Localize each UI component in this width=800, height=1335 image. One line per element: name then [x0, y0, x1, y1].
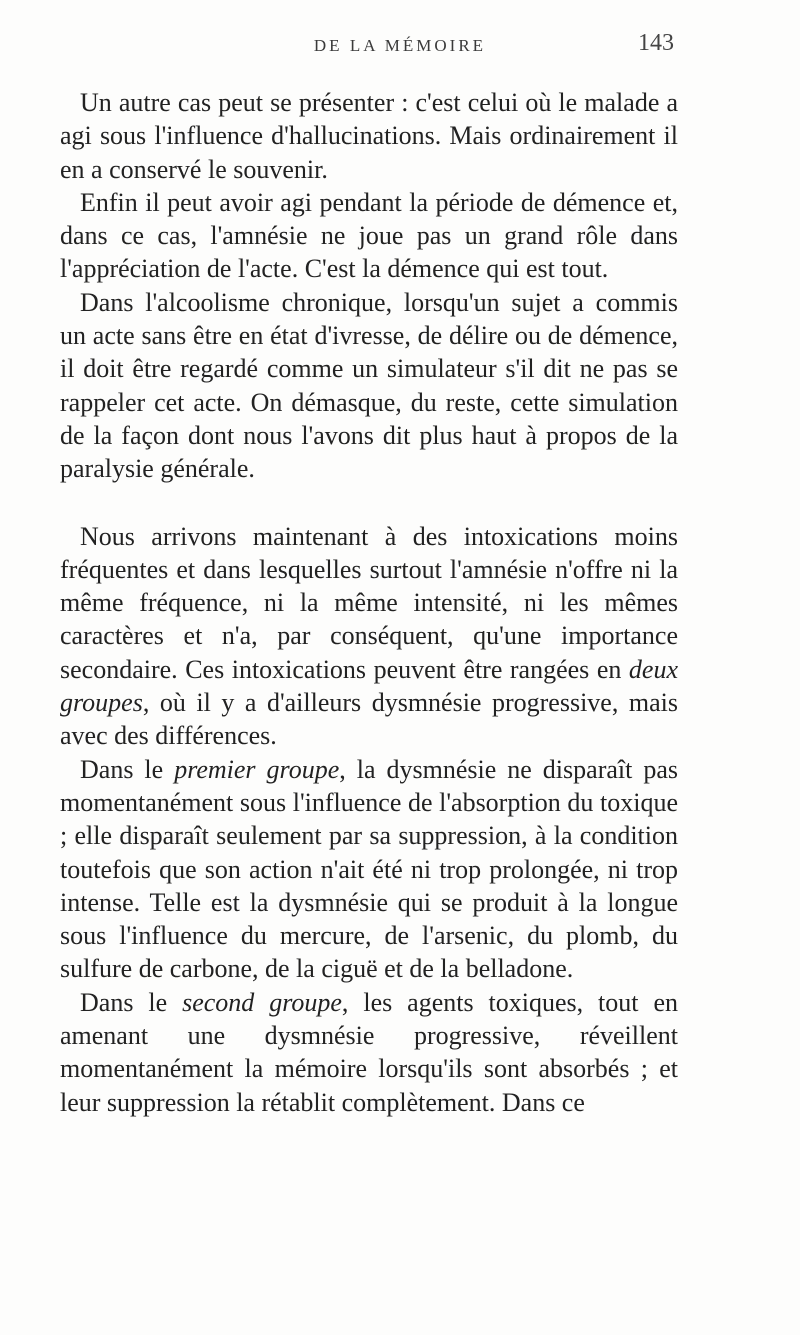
emphasis-premier-groupe: premier groupe	[174, 754, 340, 784]
paragraph-first-group-text: , la dysmnésie ne disparaît pas momentanément sous l'influence de l'absorption du toxique ; elle disparaît seulement par sa suppression, à la condition toutefois que son action n'ait été ni trop prolongée, ni trop intense. Telle est la dysmnésie qui se produit à la longue sous l'influence du mercure, de l'arsenic, du plomb, du sulfure de carbone, de la ciguë et de la belladone.	[60, 754, 678, 984]
paragraph-intoxications-text-end: , où il y a d'ailleurs dysmnésie progressive, mais avec des différences.	[60, 688, 678, 751]
running-title: DE LA MÉMOIRE	[313, 36, 487, 55]
paragraph-dementia: Enfin il peut avoir agi pendant la période de démence et, dans ce cas, l'amnésie ne joue pas un grand rôle dans l'appréciation de l'acte. C'est la démence qui est tout.	[60, 187, 678, 284]
paragraph-first-group	[60, 753, 678, 986]
emphasis-second-groupe: second groupe	[182, 987, 342, 1017]
emphasis-deux-groupes: deux groupes	[60, 654, 678, 718]
paragraph-intoxications-text: Nous arrivons maintenant à des intoxications moins fréquentes et dans lesquelles surtout l'amnésie n'offre ni la même fréquence, ni la même intensité, ni les mêmes caractères et n'a, par conséquent, qu'une importance secondaire. Ces intoxications peuvent être rangées en	[60, 521, 678, 684]
running-head	[0, 30, 800, 62]
page-number: 143	[638, 30, 674, 56]
paragraph-second-group-lead: Dans le	[80, 987, 183, 1017]
paragraph-chronic-alcoholism: Dans l'alcoolisme chronique, lorsqu'un sujet a commis un acte sans être en état d'ivresse, de délire ou de démence, il doit être regardé comme un simulateur s'il dit ne pas se rappeler cet acte. On démasque, du reste, cette simulation de la façon dont nous l'avons dit plus haut à propos de la paralysie générale.	[60, 287, 678, 484]
paragraph-second-group	[60, 986, 678, 1119]
section-break	[60, 486, 678, 520]
paragraph-first-group-lead: Dans le	[80, 754, 175, 784]
body-text	[60, 86, 678, 1119]
paragraph-hallucinations: Un autre cas peut se présenter : c'est celui où le malade a agi sous l'influence d'hallucinations. Mais ordinairement il en a conservé le souvenir.	[60, 88, 678, 184]
paragraph-second-group-text: , les agents toxiques, tout en amenant une dysmnésie progressive, réveillent momentanément la mémoire lorsqu'ils sont absorbés ; et leur suppression la rétablit complètement. Dans ce	[60, 987, 678, 1117]
paragraph-intoxications	[60, 520, 678, 753]
